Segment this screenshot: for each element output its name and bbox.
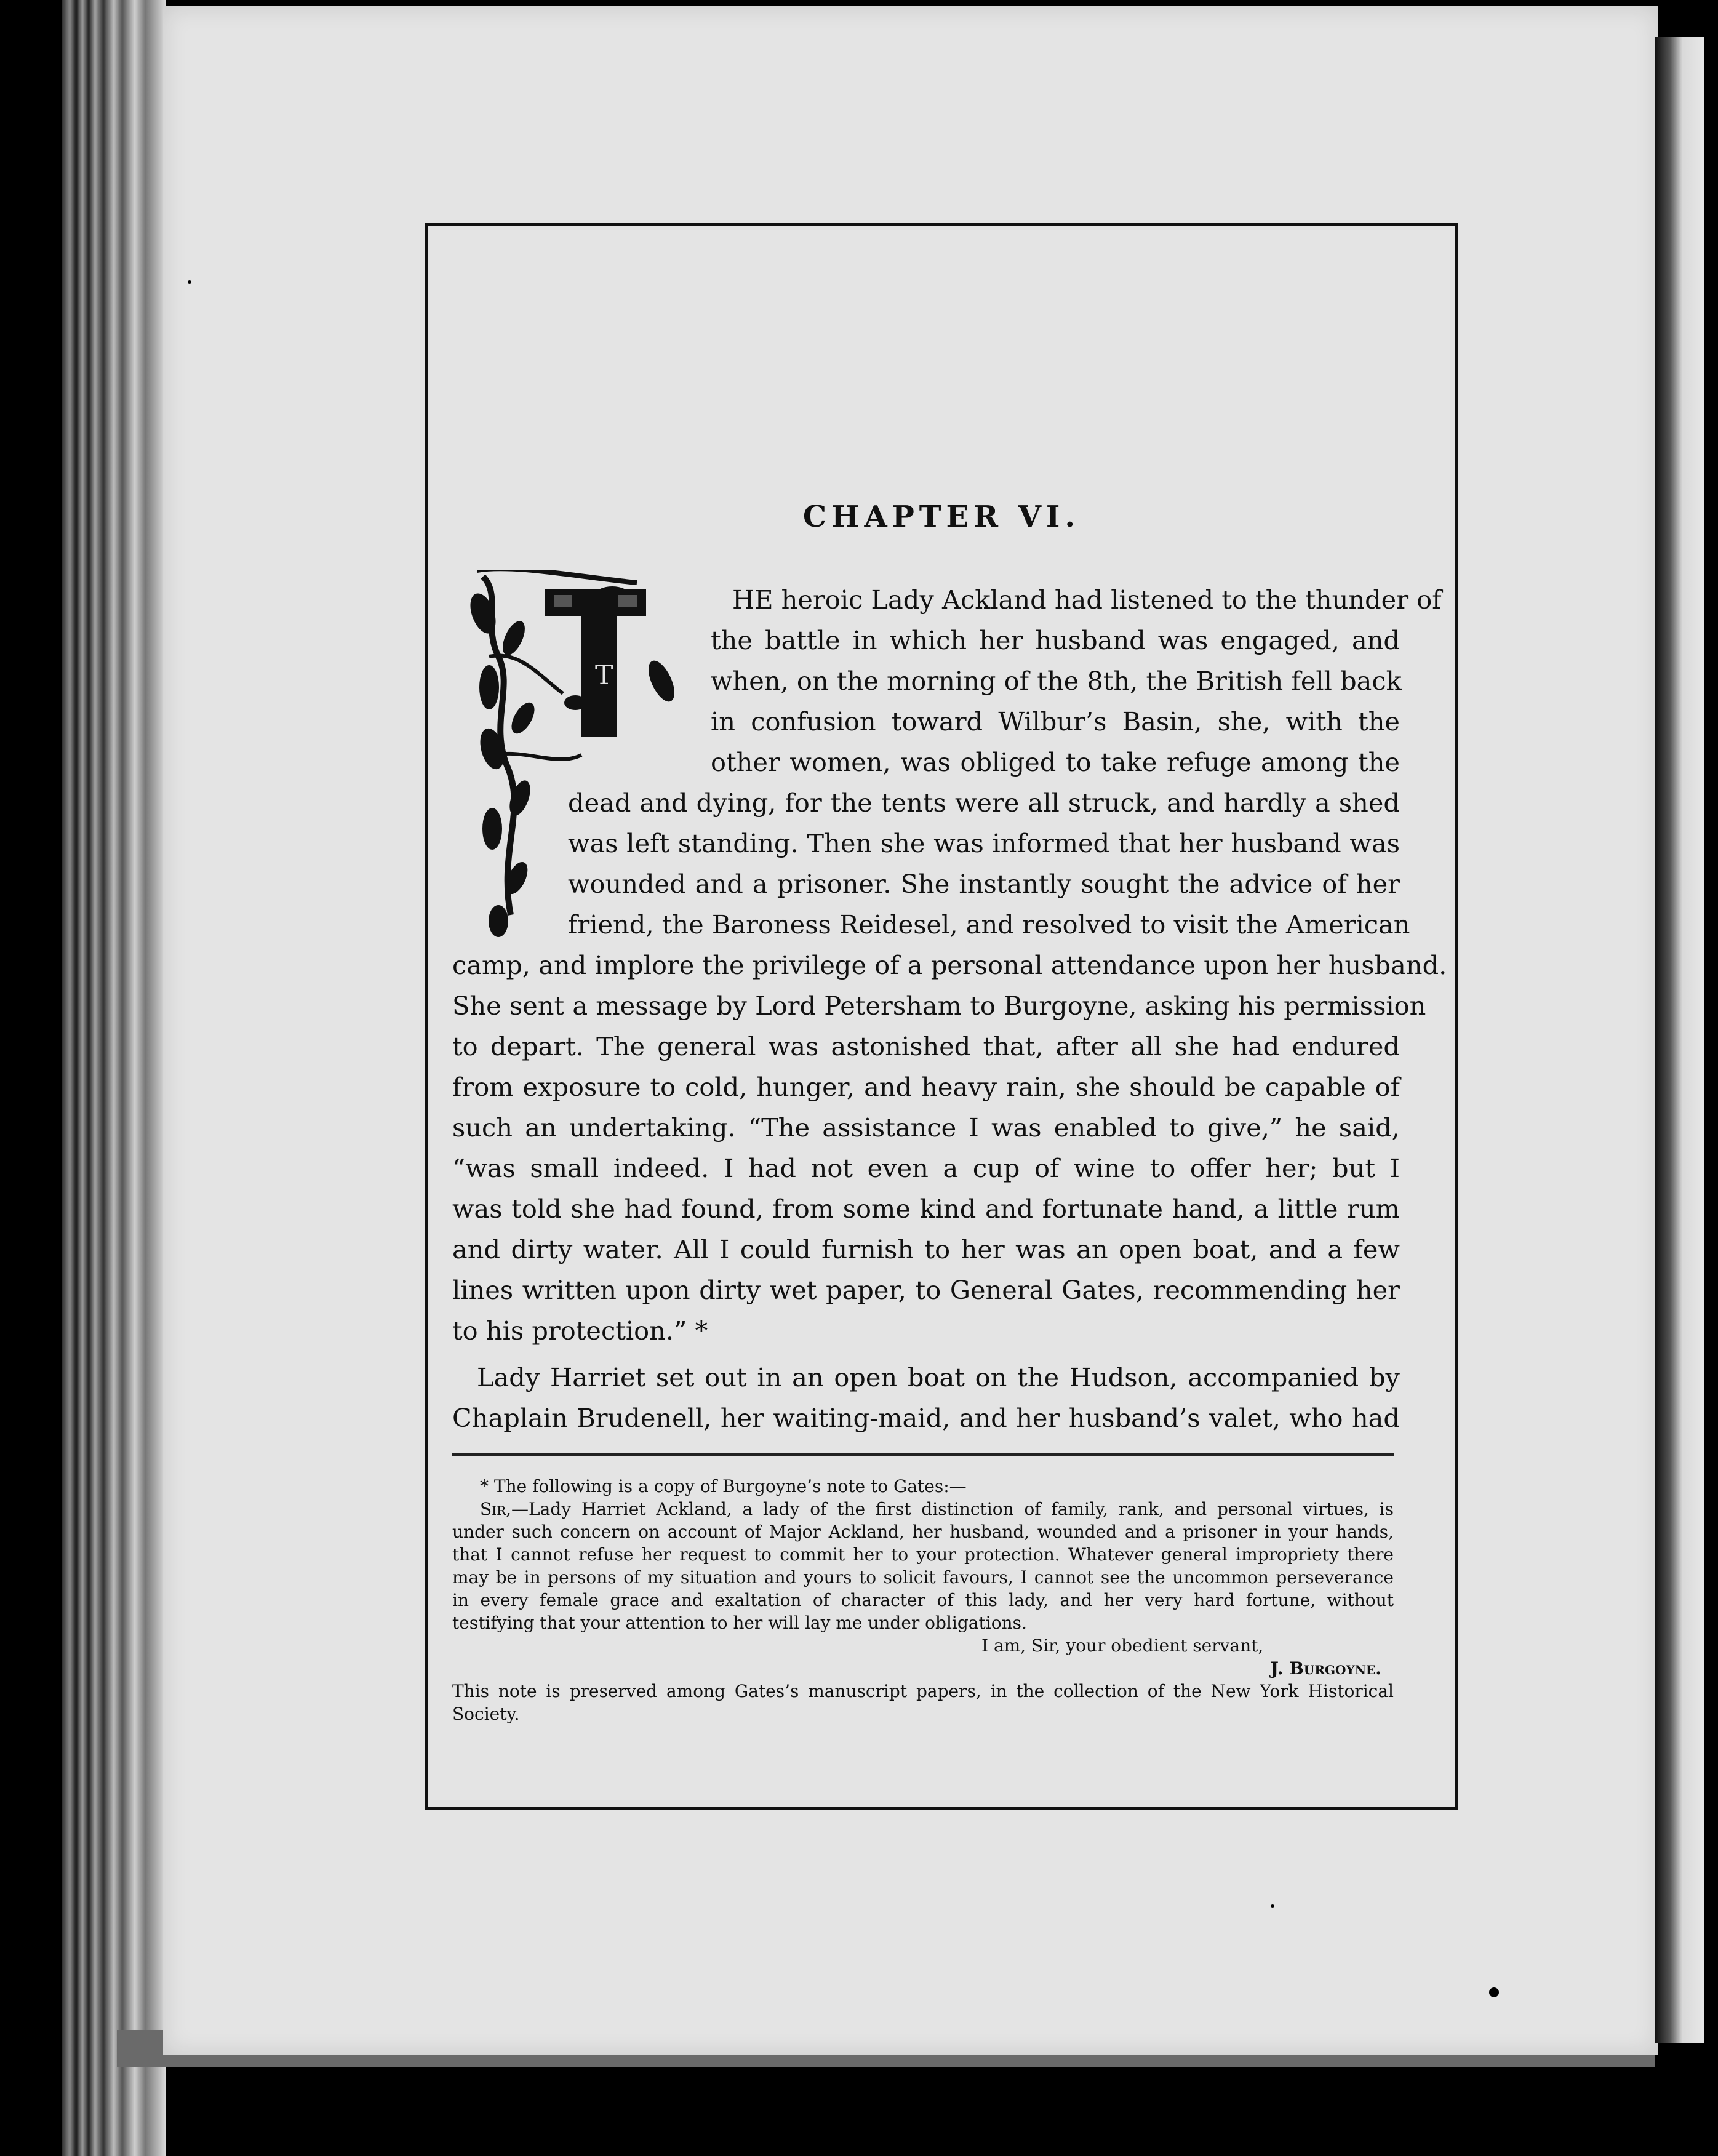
body-line: the battle in which her husband was engaged, and: [711, 625, 1400, 655]
footnote-line-text: —Lady Harriet Ackland, a lady of the first distinction of family, rank, and personal virtues, is: [511, 1499, 1394, 1519]
body-line: when, on the morning of the 8th, the British fell back: [711, 666, 1402, 696]
next-page-edge: [1655, 37, 1704, 2043]
body-line: camp, and implore the privilege of a personal attendance upon her husband.: [452, 950, 1447, 980]
body-line: such an undertaking. “The assistance I was enabled to give,” he said,: [452, 1112, 1400, 1143]
chapter-title: CHAPTER VI.: [802, 500, 1081, 534]
body-line: lines written upon dirty wet paper, to General Gates, recommending her: [452, 1275, 1400, 1305]
body-line: from exposure to cold, hunger, and heavy rain, she should be capable of: [452, 1072, 1400, 1102]
body-line: Lady Harriet set out in an open boat on the Hudson, accompanied by: [477, 1362, 1400, 1392]
body-line: friend, the Baroness Reidesel, and resolved to visit the American: [568, 909, 1410, 940]
footnote: [452, 1475, 1394, 1725]
body-line: in confusion toward Wilbur’s Basin, she, with the: [711, 706, 1400, 737]
footnote-line: [452, 1498, 1394, 1520]
footnote-salutation: Sir,: [480, 1499, 512, 1519]
footnote-lead: * The following is a copy of Burgoyne’s note to Gates:—: [480, 1476, 967, 1496]
footnote-rule: [452, 1453, 1394, 1456]
body-line: She sent a message by Lord Petersham to Burgoyne, asking his permission: [452, 991, 1426, 1021]
footnote-line: under such concern on account of Major Ackland, her husband, wounded and a prisoner in your hands,: [452, 1522, 1394, 1542]
body-line: wounded and a prisoner. She instantly sought the advice of her: [568, 869, 1400, 899]
scan-speck: [1489, 1987, 1499, 1997]
scan-speck: [188, 280, 191, 284]
footnote-line: Society.: [452, 1704, 520, 1724]
footnote-line: This note is preserved among Gates’s manuscript papers, in the collection of the New York Historical: [452, 1681, 1394, 1701]
footnote-signature: J. Burgoyne.: [1270, 1658, 1381, 1679]
body-line: “was small indeed. I had not even a cup of wine to offer her; but I: [452, 1153, 1400, 1183]
text-frame: [425, 223, 1458, 1810]
body-line: dead and dying, for the tents were all struck, and hardly a shed: [568, 788, 1400, 818]
footnote-line: in every female grace and exaltation of character of this lady, and her very hard fortune, without: [452, 1590, 1394, 1610]
body-line: and dirty water. All I could furnish to her was an open boat, and a few: [452, 1234, 1400, 1264]
footnote-line: that I cannot refuse her request to commit her to your protection. Whatever general impropriety there: [452, 1544, 1394, 1565]
body-line: was told she had found, from some kind and fortunate hand, a little rum: [452, 1194, 1400, 1224]
dropcap-letter: T: [595, 660, 613, 691]
footnote-line: may be in persons of my situation and yours to solicit favours, I cannot see the uncommon perseverance: [452, 1567, 1394, 1587]
body-line: Chaplain Brudenell, her waiting-maid, and her husband’s valet, who had: [452, 1403, 1400, 1433]
scan-speck: [1271, 1904, 1274, 1908]
body-line: other women, was obliged to take refuge among the: [711, 747, 1400, 777]
body-line: HE heroic Lady Ackland had listened to the thunder of: [732, 585, 1442, 615]
footnote-closing: I am, Sir, your obedient servant,: [981, 1635, 1264, 1656]
body-line: was left standing. Then she was informed that her husband was: [568, 828, 1400, 858]
book-binding-edge: [62, 0, 166, 2156]
body-line: to his protection.” *: [452, 1316, 708, 1346]
body-line: to depart. The general was astonished that, after all she had endured: [452, 1031, 1400, 1061]
footnote-line: testifying that your attention to her will lay me under obligations.: [452, 1613, 1027, 1633]
chapter-body: [452, 580, 1447, 1439]
